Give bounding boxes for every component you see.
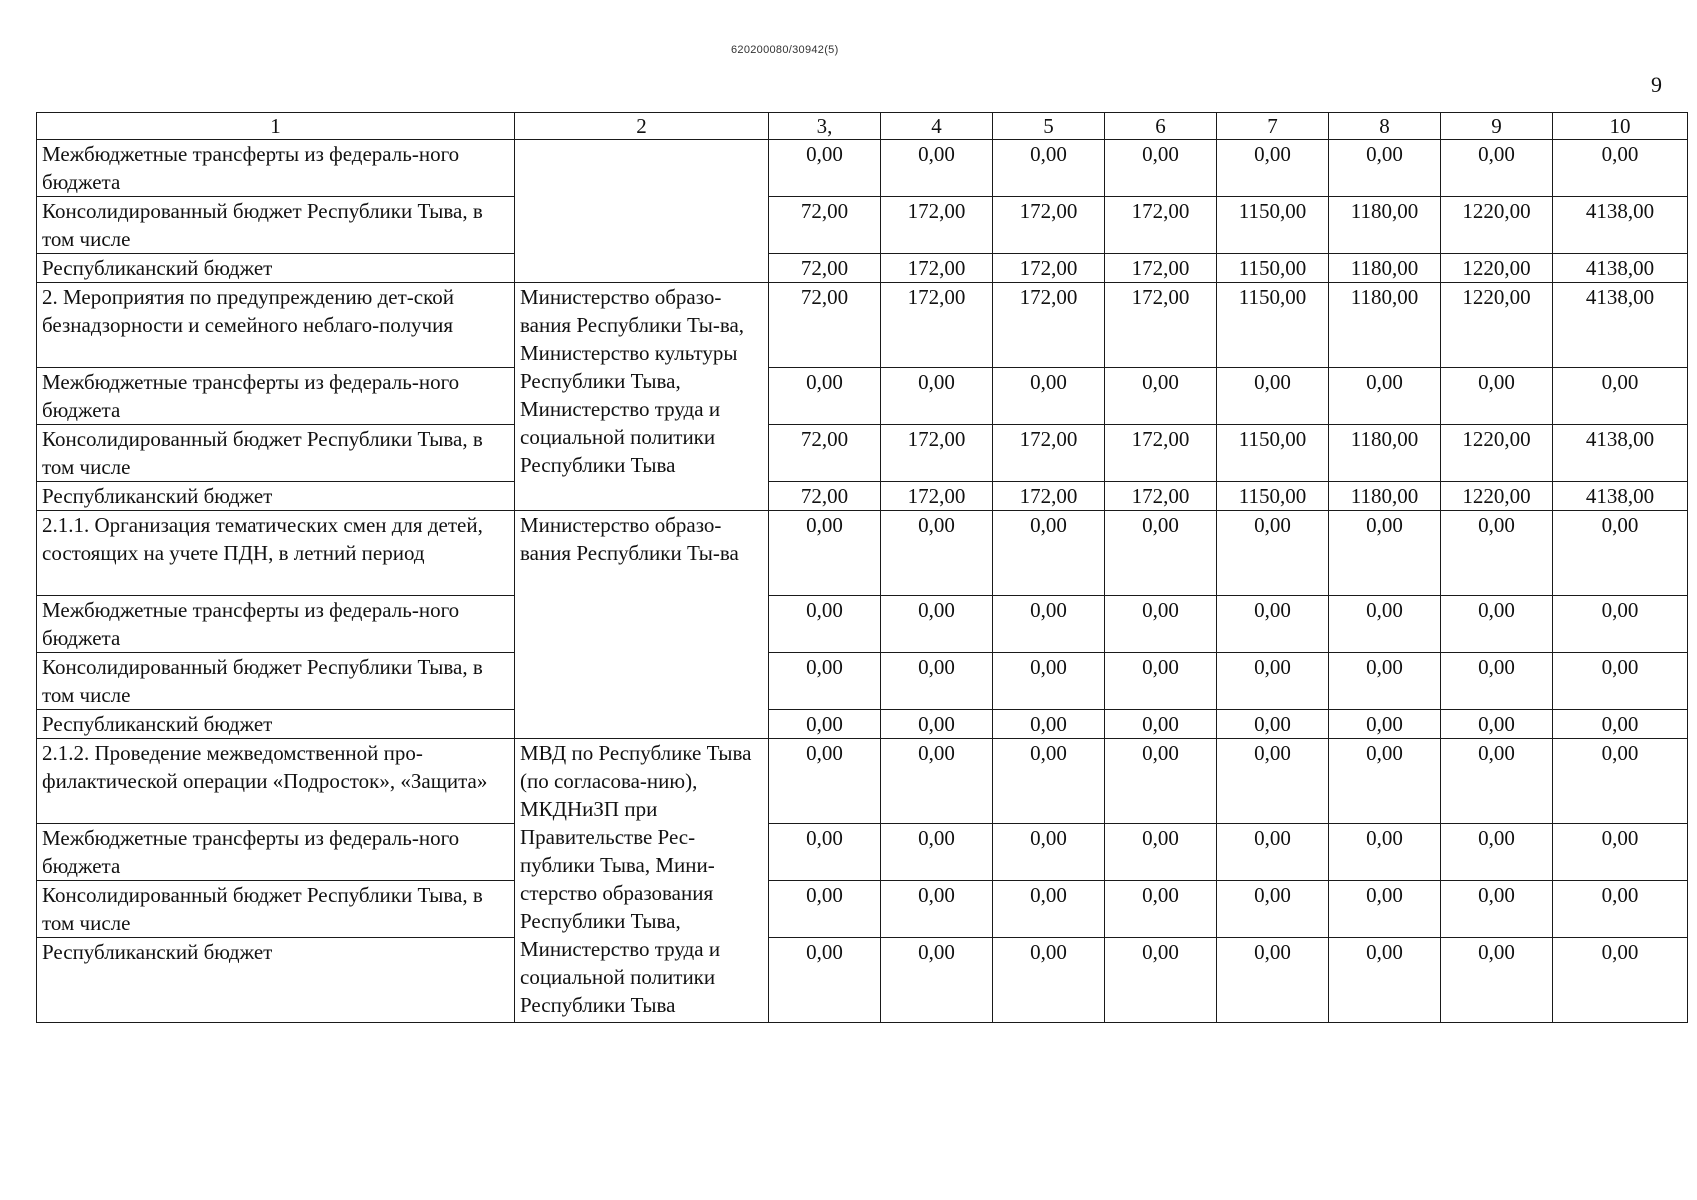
value-cell: 172,00 — [881, 283, 993, 368]
value-cell: 0,00 — [769, 938, 881, 1023]
column-header: 7 — [1217, 113, 1329, 140]
row-label: Межбюджетные трансферты из федераль-ного бюджета — [37, 596, 515, 653]
value-cell: 0,00 — [1441, 881, 1553, 938]
value-cell: 0,00 — [881, 710, 993, 739]
page-number: 9 — [1651, 72, 1662, 97]
value-cell: 0,00 — [1329, 368, 1441, 425]
value-cell: 0,00 — [1441, 653, 1553, 710]
value-cell: 0,00 — [1329, 881, 1441, 938]
row-label: Межбюджетные трансферты из федераль-ного бюджета — [37, 368, 515, 425]
value-cell: 0,00 — [1553, 824, 1688, 881]
column-header: 5 — [993, 113, 1105, 140]
value-cell: 172,00 — [1105, 482, 1217, 511]
value-cell: 0,00 — [881, 368, 993, 425]
value-cell: 0,00 — [1105, 710, 1217, 739]
value-cell: 0,00 — [1105, 511, 1217, 596]
table-row — [37, 368, 1688, 425]
value-cell: 0,00 — [769, 140, 881, 197]
value-cell: 172,00 — [881, 197, 993, 254]
value-cell: 0,00 — [1441, 511, 1553, 596]
table-row — [37, 283, 1688, 368]
value-cell: 0,00 — [1217, 824, 1329, 881]
executor-cell — [515, 140, 769, 283]
value-cell: 1150,00 — [1217, 425, 1329, 482]
value-cell: 0,00 — [1105, 140, 1217, 197]
executor-cell: МВД по Республике Тыва (по согласова-нию), МКДНиЗП при Правительстве Рес-публики Тыва, Мини-стерство образования Республики Тыва, Министерство труда и социальной политики Республики Тыва — [515, 739, 769, 1023]
value-cell: 72,00 — [769, 197, 881, 254]
value-cell: 0,00 — [1441, 739, 1553, 824]
value-cell: 0,00 — [1217, 739, 1329, 824]
value-cell: 72,00 — [769, 425, 881, 482]
row-label: Консолидированный бюджет Республики Тыва, в том числе — [37, 197, 515, 254]
value-cell: 172,00 — [993, 482, 1105, 511]
value-cell: 0,00 — [1105, 596, 1217, 653]
column-header: 10 — [1553, 113, 1688, 140]
value-cell: 0,00 — [881, 881, 993, 938]
table-row — [37, 197, 1688, 254]
value-cell: 0,00 — [1329, 824, 1441, 881]
value-cell: 172,00 — [881, 254, 993, 283]
value-cell: 0,00 — [1329, 596, 1441, 653]
value-cell: 0,00 — [1441, 710, 1553, 739]
value-cell: 1180,00 — [1329, 254, 1441, 283]
value-cell: 0,00 — [1553, 368, 1688, 425]
value-cell: 0,00 — [1441, 824, 1553, 881]
value-cell: 172,00 — [993, 197, 1105, 254]
value-cell: 0,00 — [1217, 653, 1329, 710]
value-cell: 1150,00 — [1217, 482, 1329, 511]
value-cell: 1220,00 — [1441, 425, 1553, 482]
value-cell: 0,00 — [881, 596, 993, 653]
value-cell: 0,00 — [1105, 653, 1217, 710]
value-cell: 172,00 — [993, 254, 1105, 283]
value-cell: 0,00 — [1553, 881, 1688, 938]
value-cell: 0,00 — [769, 739, 881, 824]
value-cell: 0,00 — [1329, 739, 1441, 824]
table-row — [37, 653, 1688, 710]
value-cell: 1180,00 — [1329, 482, 1441, 511]
value-cell: 0,00 — [881, 824, 993, 881]
value-cell: 0,00 — [1217, 511, 1329, 596]
value-cell: 172,00 — [993, 283, 1105, 368]
table-row — [37, 254, 1688, 283]
row-label: Консолидированный бюджет Республики Тыва, в том числе — [37, 653, 515, 710]
row-label: Республиканский бюджет — [37, 938, 515, 1023]
value-cell: 0,00 — [993, 938, 1105, 1023]
value-cell: 0,00 — [1105, 938, 1217, 1023]
row-label: Межбюджетные трансферты из федераль-ного бюджета — [37, 824, 515, 881]
value-cell: 4138,00 — [1553, 425, 1688, 482]
value-cell: 0,00 — [993, 710, 1105, 739]
value-cell: 0,00 — [1441, 140, 1553, 197]
value-cell: 0,00 — [993, 511, 1105, 596]
value-cell: 0,00 — [1553, 653, 1688, 710]
header-row — [37, 113, 1688, 140]
value-cell: 0,00 — [1217, 596, 1329, 653]
row-label: Республиканский бюджет — [37, 710, 515, 739]
value-cell: 0,00 — [881, 511, 993, 596]
value-cell: 0,00 — [993, 596, 1105, 653]
value-cell: 172,00 — [881, 482, 993, 511]
value-cell: 0,00 — [1105, 824, 1217, 881]
value-cell: 0,00 — [769, 824, 881, 881]
column-header: 1 — [37, 113, 515, 140]
column-header: 2 — [515, 113, 769, 140]
value-cell: 1180,00 — [1329, 283, 1441, 368]
row-label: Межбюджетные трансферты из федераль-ного бюджета — [37, 140, 515, 197]
row-label: Республиканский бюджет — [37, 482, 515, 511]
value-cell: 0,00 — [993, 653, 1105, 710]
executor-cell: Министерство образо-вания Республики Ты-ва, Министерство культуры Республики Тыва, Министерство труда и социальной политики Республики Тыва — [515, 283, 769, 511]
value-cell: 0,00 — [1217, 368, 1329, 425]
value-cell: 172,00 — [1105, 425, 1217, 482]
value-cell: 0,00 — [1217, 710, 1329, 739]
column-header: 6 — [1105, 113, 1217, 140]
value-cell: 1220,00 — [1441, 197, 1553, 254]
value-cell: 0,00 — [1329, 938, 1441, 1023]
table-row — [37, 881, 1688, 938]
value-cell: 0,00 — [993, 824, 1105, 881]
row-label: Консолидированный бюджет Республики Тыва, в том числе — [37, 881, 515, 938]
value-cell: 172,00 — [881, 425, 993, 482]
value-cell: 0,00 — [769, 368, 881, 425]
value-cell: 0,00 — [769, 511, 881, 596]
value-cell: 172,00 — [1105, 197, 1217, 254]
row-label: Республиканский бюджет — [37, 254, 515, 283]
value-cell: 0,00 — [769, 653, 881, 710]
value-cell: 172,00 — [1105, 283, 1217, 368]
value-cell: 1180,00 — [1329, 197, 1441, 254]
executor-cell: Министерство образо-вания Республики Ты-ва — [515, 511, 769, 739]
value-cell: 0,00 — [1329, 511, 1441, 596]
value-cell: 0,00 — [1441, 596, 1553, 653]
value-cell: 0,00 — [1217, 881, 1329, 938]
table-row — [37, 425, 1688, 482]
value-cell: 1180,00 — [1329, 425, 1441, 482]
value-cell: 1150,00 — [1217, 254, 1329, 283]
value-cell: 0,00 — [881, 140, 993, 197]
value-cell: 72,00 — [769, 482, 881, 511]
value-cell: 72,00 — [769, 283, 881, 368]
value-cell: 0,00 — [1329, 710, 1441, 739]
value-cell: 0,00 — [1553, 596, 1688, 653]
value-cell: 4138,00 — [1553, 482, 1688, 511]
row-label: Консолидированный бюджет Республики Тыва, в том числе — [37, 425, 515, 482]
value-cell: 172,00 — [993, 425, 1105, 482]
table-row — [37, 710, 1688, 739]
value-cell: 0,00 — [1217, 938, 1329, 1023]
value-cell: 172,00 — [1105, 254, 1217, 283]
row-label: 2.1.1. Организация тематических смен для детей, состоящих на учете ПДН, в летний период — [37, 511, 515, 596]
column-header: 8 — [1329, 113, 1441, 140]
document-id: 620200080/30942(5) — [731, 44, 839, 56]
value-cell: 0,00 — [769, 596, 881, 653]
row-label: 2. Мероприятия по предупреждению дет-ской безнадзорности и семейного неблаго-получия — [37, 283, 515, 368]
value-cell: 1150,00 — [1217, 197, 1329, 254]
value-cell: 0,00 — [993, 739, 1105, 824]
value-cell: 0,00 — [1553, 739, 1688, 824]
value-cell: 1220,00 — [1441, 283, 1553, 368]
value-cell: 0,00 — [1553, 938, 1688, 1023]
table-row — [37, 938, 1688, 1023]
column-header: 9 — [1441, 113, 1553, 140]
value-cell: 0,00 — [1553, 710, 1688, 739]
value-cell: 0,00 — [1553, 140, 1688, 197]
budget-table — [36, 112, 1688, 1023]
table-row — [37, 739, 1688, 824]
value-cell: 4138,00 — [1553, 283, 1688, 368]
value-cell: 0,00 — [769, 881, 881, 938]
value-cell: 0,00 — [881, 739, 993, 824]
table-row — [37, 511, 1688, 596]
column-header: 4 — [881, 113, 993, 140]
value-cell: 0,00 — [993, 368, 1105, 425]
table-row — [37, 824, 1688, 881]
value-cell: 72,00 — [769, 254, 881, 283]
row-label: 2.1.2. Проведение межведомственной про-филактической операции «Подросток», «Защита» — [37, 739, 515, 824]
value-cell: 1220,00 — [1441, 254, 1553, 283]
value-cell: 0,00 — [993, 140, 1105, 197]
value-cell: 0,00 — [1105, 739, 1217, 824]
value-cell: 0,00 — [1329, 140, 1441, 197]
value-cell: 0,00 — [1553, 511, 1688, 596]
table-row — [37, 140, 1688, 197]
value-cell: 0,00 — [881, 653, 993, 710]
column-header: 3, — [769, 113, 881, 140]
value-cell: 0,00 — [1105, 881, 1217, 938]
value-cell: 0,00 — [1441, 368, 1553, 425]
value-cell: 4138,00 — [1553, 254, 1688, 283]
value-cell: 0,00 — [769, 710, 881, 739]
table-row — [37, 596, 1688, 653]
value-cell: 1150,00 — [1217, 283, 1329, 368]
value-cell: 0,00 — [1217, 140, 1329, 197]
value-cell: 4138,00 — [1553, 197, 1688, 254]
value-cell: 0,00 — [881, 938, 993, 1023]
value-cell: 0,00 — [1441, 938, 1553, 1023]
value-cell: 0,00 — [1105, 368, 1217, 425]
value-cell: 0,00 — [993, 881, 1105, 938]
value-cell: 0,00 — [1329, 653, 1441, 710]
table-row — [37, 482, 1688, 511]
value-cell: 1220,00 — [1441, 482, 1553, 511]
